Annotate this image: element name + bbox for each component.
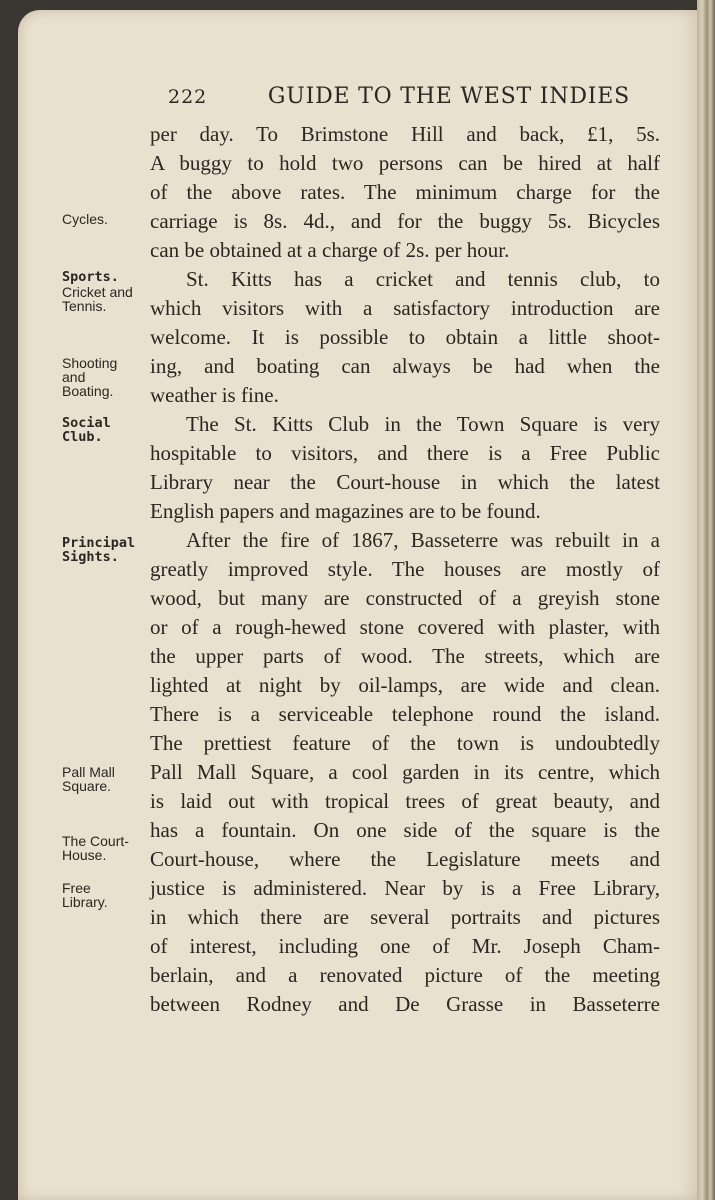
margin-note-free-library: Free Library. xyxy=(62,880,108,910)
body-line: berlain, and a renovated picture of the meeting xyxy=(150,963,660,987)
margin-note-court-house: The Court- House. xyxy=(62,833,129,863)
page-header xyxy=(168,84,630,109)
body-line: of interest, including one of Mr. Joseph Cham- xyxy=(150,934,660,958)
margin-note-pall-mall-square: Pall Mall Square. xyxy=(62,764,115,794)
body-line: Court-house, where the Legislature meets and xyxy=(150,847,660,871)
body-line: lighted at night by oil-lamps, are wide and clean. xyxy=(150,673,660,697)
body-line: greatly improved style. The houses are mostly of xyxy=(150,557,660,581)
body-line: carriage is 8s. 4d., and for the buggy 5s. Bicycles xyxy=(150,209,660,233)
margin-note-principal-sights: Principal Sights. xyxy=(62,535,136,565)
body-line: justice is administered. Near by is a Free Library, xyxy=(150,876,660,900)
body-line: There is a serviceable telephone round the island. xyxy=(150,702,660,726)
margin-note-sports: Sports. xyxy=(62,269,119,285)
body-line: in which there are several portraits and pictures xyxy=(150,905,660,929)
body-line: or of a rough-hewed stone covered with plaster, with xyxy=(150,615,660,639)
margin-note-cricket-tennis: Cricket and Tennis. xyxy=(62,284,133,314)
body-line: welcome. It is possible to obtain a little shoot- xyxy=(150,325,660,349)
body-line: After the fire of 1867, Basseterre was rebuilt in a xyxy=(186,528,660,552)
body-line: which visitors with a satisfactory introduction are xyxy=(150,296,660,320)
running-title: GUIDE TO THE WEST INDIES xyxy=(267,84,630,109)
body-line: ing, and boating can always be had when the xyxy=(150,354,660,378)
body-line: A buggy to hold two persons can be hired at half xyxy=(150,151,660,175)
body-line: Library near the Court-house in which the latest xyxy=(150,470,660,494)
body-line: The St. Kitts Club in the Town Square is very xyxy=(186,412,660,436)
body-line: hospitable to visitors, and there is a Free Public xyxy=(150,441,660,465)
body-line: The prettiest feature of the town is undoubtedly xyxy=(150,731,660,755)
page-number: 222 xyxy=(168,86,208,108)
page-edge xyxy=(697,0,715,1200)
body-line: of the above rates. The minimum charge for the xyxy=(150,180,660,204)
body-line: Pall Mall Square, a cool garden in its centre, which xyxy=(150,760,660,784)
body-line: wood, but many are constructed of a greyish stone xyxy=(150,586,660,610)
body-line: is laid out with tropical trees of great beauty, and xyxy=(150,789,660,813)
body-line: per day. To Brimstone Hill and back, £1, 5s. xyxy=(150,122,660,146)
body-line: St. Kitts has a cricket and tennis club, to xyxy=(186,267,660,291)
body-line: English papers and magazines are to be found. xyxy=(150,499,541,523)
body-line: weather is fine. xyxy=(150,383,279,407)
body-line: between Rodney and De Grasse in Basseterre xyxy=(150,992,660,1016)
margin-note-shooting-boating: Shooting and Boating. xyxy=(62,355,118,399)
body-line: can be obtained at a charge of 2s. per hour. xyxy=(150,238,510,262)
margin-note-cycles: Cycles. xyxy=(62,211,108,227)
body-line: the upper parts of wood. The streets, which are xyxy=(150,644,660,668)
margin-note-social-club: Social Club. xyxy=(62,415,111,445)
body-line: has a fountain. On one side of the square is the xyxy=(150,818,660,842)
